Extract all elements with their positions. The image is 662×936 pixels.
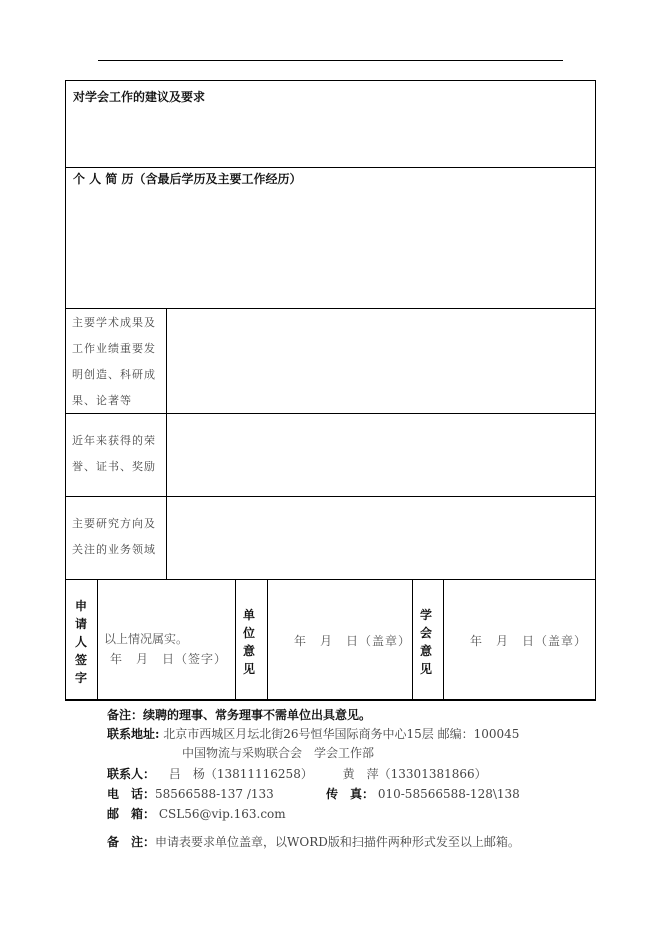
- organization: 中国物流与采购联合会 学会工作部: [182, 746, 375, 760]
- suggestions-label: 对学会工作的建议及要求: [73, 90, 206, 104]
- society-opinion-label: 学会意见: [419, 608, 432, 676]
- applicant-signature-label: 申请人签字: [74, 599, 87, 685]
- address-label: 联系地址:: [107, 727, 160, 741]
- divider: [267, 579, 268, 700]
- divider: [235, 579, 236, 700]
- divider: [65, 579, 596, 580]
- note-text: 申请表要求单位盖章，以WORD版和扫描件两种形式发至以上邮箱。: [155, 835, 520, 849]
- applicant-date[interactable]: 年 月 日（签字）: [110, 652, 228, 666]
- contact-label: 联系人：: [107, 767, 156, 781]
- resume-field[interactable]: [67, 190, 594, 306]
- achievements-field[interactable]: [168, 310, 594, 412]
- phone-label: 电 话：: [107, 787, 156, 801]
- fax-label: 传 真：: [326, 787, 375, 801]
- divider: [166, 308, 167, 579]
- email-label: 邮 箱：: [107, 807, 156, 821]
- email-line: [107, 805, 286, 822]
- note-label: 备 注：: [107, 835, 156, 849]
- divider: [595, 80, 596, 700]
- fax-value: 010-58566588-128\138: [377, 787, 520, 801]
- divider: [412, 579, 413, 700]
- divider: [65, 308, 596, 309]
- divider: [65, 80, 596, 81]
- divider: [65, 496, 596, 497]
- honors-field[interactable]: [168, 415, 594, 495]
- statement-text: 以上情况属实。: [104, 632, 189, 646]
- address-value: 北京市西城区月坛北街26号恒华国际商务中心15层 邮编：100045: [163, 727, 520, 741]
- honors-label: 近年来获得的荣誉、证书、奖励: [72, 434, 156, 473]
- contact-line: [107, 765, 487, 782]
- divider: [65, 80, 66, 700]
- fax-line: [326, 785, 520, 802]
- email-value[interactable]: CSL56@vip.163.com: [158, 807, 286, 821]
- divider: [97, 579, 98, 700]
- society-date[interactable]: 年 月 日（盖章）: [470, 634, 588, 648]
- address-line: [107, 725, 519, 742]
- divider: [65, 699, 596, 701]
- unit-date[interactable]: 年 月 日（盖章）: [294, 634, 412, 648]
- submission-note: [107, 833, 520, 850]
- divider: [443, 579, 444, 700]
- resume-label: 个 人 简 历（含最后学历及主要工作经历）: [73, 172, 302, 186]
- contact-1: 吕 杨（13811116258）: [168, 767, 313, 781]
- achievements-label: 主要学术成果及工作业绩重要发明创造、科研成果、论著等: [72, 316, 156, 407]
- contact-2: 黄 萍（13301381866）: [342, 767, 487, 781]
- research-label: 主要研究方向及关注的业务领域: [72, 517, 156, 556]
- research-field[interactable]: [168, 498, 594, 578]
- header-rule: [98, 60, 563, 61]
- suggestions-field[interactable]: [67, 110, 594, 165]
- phone-value: 58566588-137 /133: [155, 787, 274, 801]
- phone-line: [107, 785, 274, 802]
- divider: [65, 167, 596, 168]
- note-renewal: 备注：续聘的理事、常务理事不需单位出具意见。: [107, 708, 372, 722]
- unit-opinion-label: 单位意见: [242, 608, 255, 676]
